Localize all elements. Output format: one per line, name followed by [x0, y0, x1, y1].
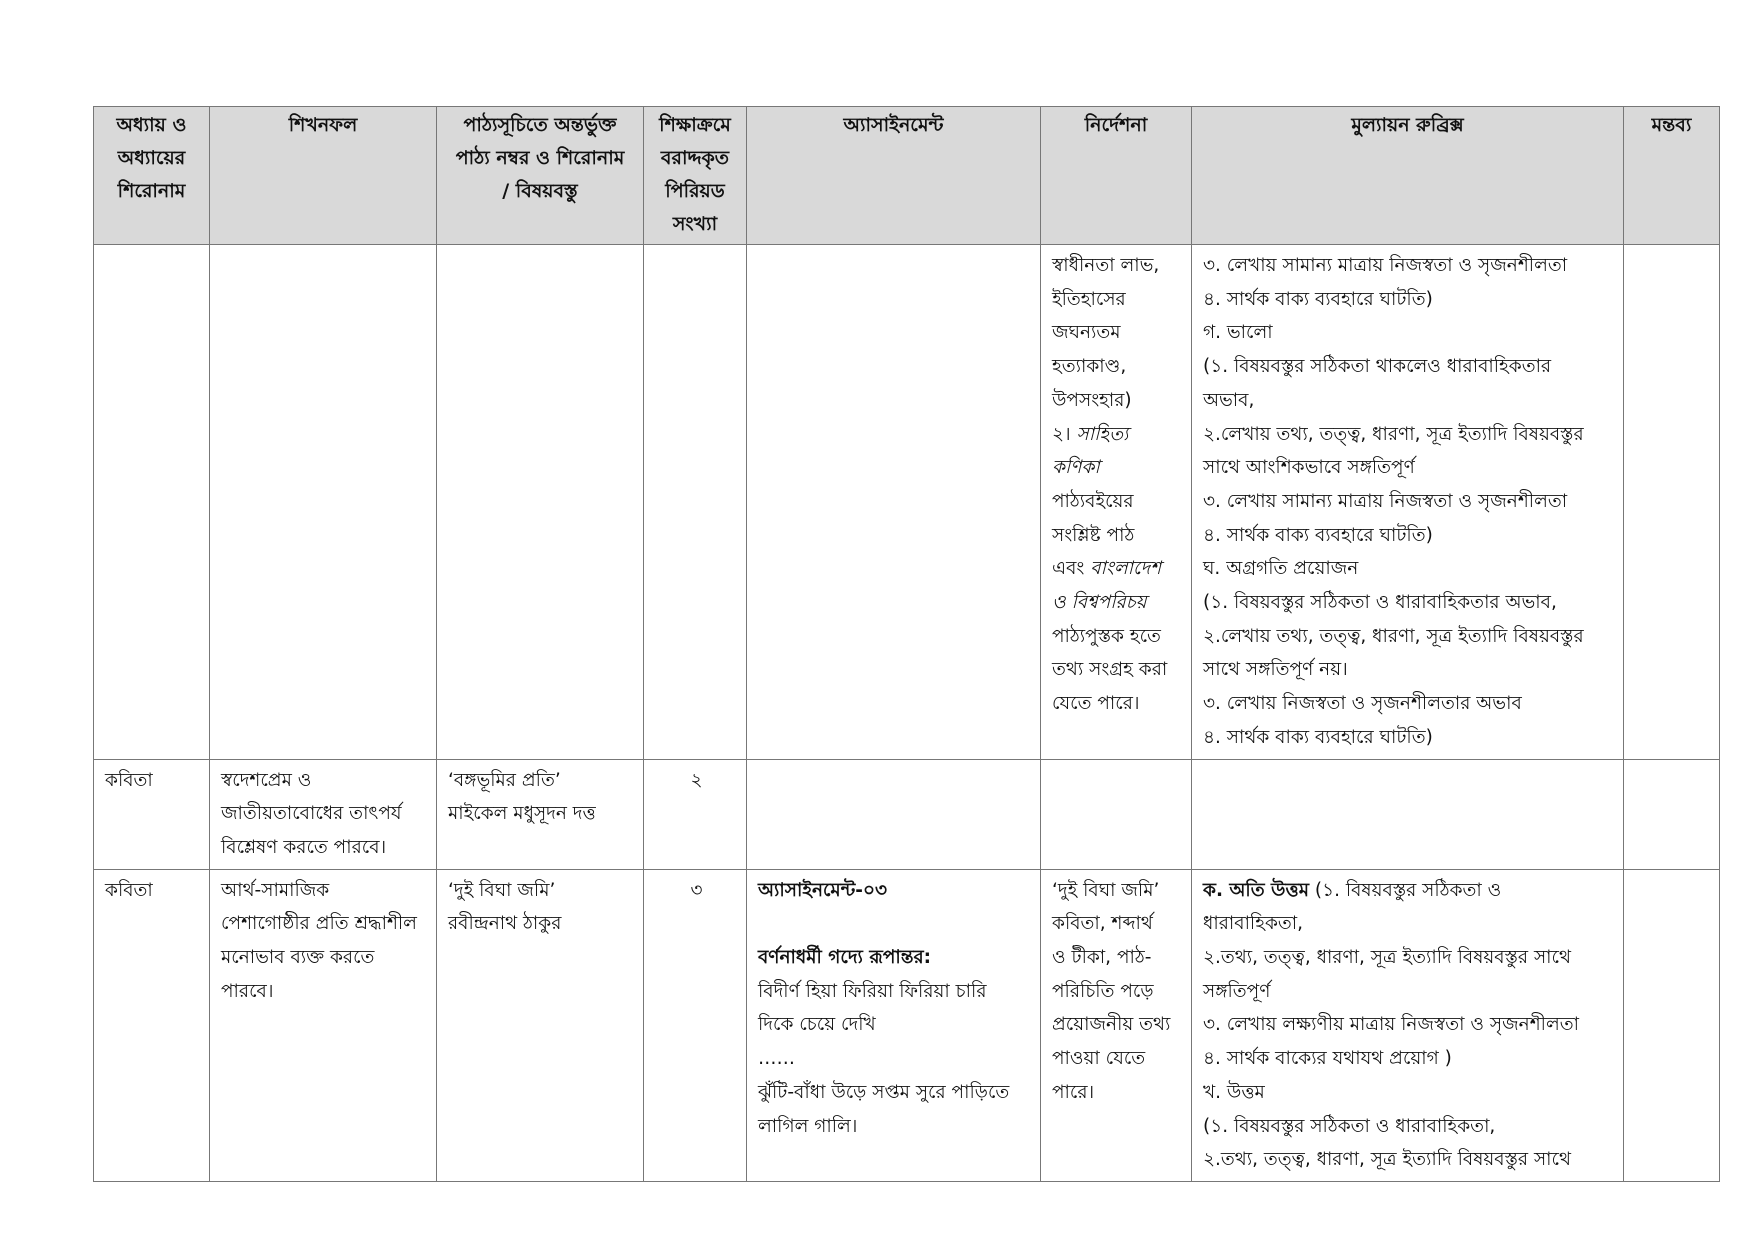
- text: ও টীকা, পাঠ-: [1052, 947, 1152, 969]
- text: ৩. লেখায় নিজস্বতা ও সৃজনশীলতার অভাব: [1203, 693, 1522, 715]
- cell-chapter: কবিতা: [94, 869, 210, 1181]
- cell-remarks: [1624, 245, 1720, 760]
- cell-periods: [644, 245, 747, 760]
- header-text-line: অধ্যায় ও: [116, 114, 187, 136]
- text: পারবে।: [221, 980, 274, 1002]
- bold-text: বর্ণনাধর্মী গদ্যে রূপান্তর:: [758, 947, 932, 969]
- text-line: [1052, 519, 1183, 553]
- text-line: [1203, 283, 1615, 317]
- text-line: [1052, 283, 1183, 317]
- header-learning-outcome: [210, 107, 437, 245]
- text-line: [758, 975, 1032, 1009]
- cell-chapter: [94, 245, 210, 760]
- text-line: [1203, 620, 1615, 654]
- header-rubric: [1192, 107, 1624, 245]
- text-line: [221, 941, 428, 975]
- text-line: [1203, 552, 1615, 586]
- text: ‘বঙ্গভূমির প্রতি’: [448, 769, 561, 791]
- text-line: [1052, 418, 1183, 452]
- italic-text: বাংলাদেশ: [1090, 558, 1162, 580]
- text-line: [758, 941, 1032, 975]
- text-line: [448, 907, 635, 941]
- text: ঘ. অগ্রগতি প্রয়োজন: [1203, 558, 1359, 580]
- text-line: [1052, 620, 1183, 654]
- text-line: [1203, 1008, 1615, 1042]
- text: জঘন্যতম: [1052, 322, 1121, 344]
- header-text-line: অধ্যায়ের: [117, 147, 186, 169]
- header-text-line: মন্তব্য: [1651, 114, 1692, 136]
- cell-lesson: [437, 869, 644, 1181]
- cell-outcome: [210, 869, 437, 1181]
- cell-rubric: [1192, 245, 1624, 760]
- text: স্বদেশপ্রেম ও: [221, 769, 312, 791]
- text: সঙ্গতিপূর্ণ: [1203, 980, 1271, 1002]
- text-line: [1052, 316, 1183, 350]
- text: স্বাধীনতা লাভ,: [1052, 255, 1160, 276]
- text-line: [758, 1110, 1032, 1144]
- text-line: [1052, 975, 1183, 1009]
- table-row: [94, 759, 1720, 869]
- text: ‘দুই বিঘা জমি’: [448, 879, 556, 901]
- text-line: [1203, 653, 1615, 687]
- italic-text: ও বিশ্বপরিচয়: [1052, 592, 1147, 614]
- text: (১. বিষয়বস্তুর সঠিকতা ও: [1308, 879, 1502, 901]
- text-line: [1203, 1042, 1615, 1076]
- text-line: [1052, 687, 1183, 721]
- lesson-plan-table: [93, 106, 1720, 1182]
- text: তথ্য সংগ্রহ করা: [1052, 659, 1168, 681]
- cell-guidance: [1041, 869, 1192, 1181]
- text-line: [221, 907, 428, 941]
- text-line: [1203, 874, 1615, 908]
- text-line: [1203, 249, 1615, 283]
- text-line: [1052, 249, 1183, 283]
- text: ‘দুই বিঘা জমি’: [1052, 879, 1160, 901]
- text: যেতে পারে।: [1052, 693, 1140, 715]
- text: কবিতা, শব্দার্থ: [1052, 913, 1153, 935]
- text: পেশাগোষ্ঠীর প্রতি শ্রদ্ধাশীল: [221, 913, 417, 935]
- text-line: [1052, 1076, 1183, 1110]
- text: ধারাবাহিকতা,: [1203, 913, 1304, 935]
- text: প্রয়োজনীয় তথ্য: [1052, 1014, 1171, 1036]
- text: বিদীর্ণ হিয়া ফিরিয়া ফিরিয়া চারি: [758, 980, 987, 1002]
- cell-outcome: [210, 759, 437, 869]
- cell-periods: ৩: [644, 869, 747, 1181]
- italic-text: সাহিত্য: [1076, 423, 1129, 445]
- text: ৩. লেখায় লক্ষ্যণীয় মাত্রায় নিজস্বতা ও সৃজনশীলতা: [1203, 1014, 1579, 1036]
- text: ……: [758, 1048, 795, 1070]
- text: মাইকেল মধুসূদন দত্ত: [448, 803, 596, 825]
- text: ৪. সার্থক বাক্য ব্যবহারে ঘাটতি): [1203, 726, 1433, 748]
- text-line: [758, 1008, 1032, 1042]
- text: পাঠ্যবইয়ের: [1052, 490, 1134, 512]
- text-line: [221, 831, 428, 865]
- text: জাতীয়তাবোধের তাৎপর্য: [221, 803, 402, 825]
- text-line: [1052, 350, 1183, 384]
- text: ৩. লেখায় সামান্য মাত্রায় নিজস্বতা ও সৃজনশীলতা: [1203, 490, 1568, 512]
- text-line: [1203, 485, 1615, 519]
- text-line: [1052, 586, 1183, 620]
- text: ইতিহাসের: [1052, 288, 1126, 310]
- text: দিকে চেয়ে দেখি: [758, 1014, 876, 1036]
- cell-outcome: [210, 245, 437, 760]
- text: ৩. লেখায় সামান্য মাত্রায় নিজস্বতা ও সৃজনশীলতা: [1203, 255, 1568, 276]
- header-text-line: সংখ্যা: [672, 213, 718, 235]
- cell-periods: ২: [644, 759, 747, 869]
- header-assignment: [747, 107, 1041, 245]
- text-line: [758, 1076, 1032, 1110]
- cell-remarks: [1624, 759, 1720, 869]
- bold-text: ক. অতি উত্তম: [1203, 879, 1309, 901]
- text-line: [1052, 451, 1183, 485]
- table-row: [94, 245, 1720, 760]
- text: সাথে আংশিকভাবে সঙ্গতিপূর্ণ: [1203, 457, 1415, 479]
- text-line: [1052, 653, 1183, 687]
- text-line: [1203, 687, 1615, 721]
- text: ৪. সার্থক বাক্য ব্যবহারে ঘাটতি): [1203, 288, 1433, 310]
- header-lesson-content: [437, 107, 644, 245]
- text-line: [1052, 552, 1183, 586]
- header-chapter: [94, 107, 210, 245]
- text-line: [1203, 907, 1615, 941]
- header-row: [94, 107, 1720, 245]
- header-guidance: [1041, 107, 1192, 245]
- text-line: [1052, 874, 1183, 908]
- text-line: [1203, 384, 1615, 418]
- header-periods: [644, 107, 747, 245]
- text: পাওয়া যেতে: [1052, 1048, 1146, 1070]
- text-line: [1203, 451, 1615, 485]
- text-line: [1052, 941, 1183, 975]
- text: ২।: [1052, 423, 1077, 445]
- text: আর্থ-সামাজিক: [221, 879, 330, 901]
- text: বিশ্লেষণ করতে পারবে।: [221, 836, 387, 858]
- cell-rubric: [1192, 759, 1624, 869]
- text-line: [1203, 519, 1615, 553]
- text-line: [1052, 485, 1183, 519]
- text-line: [448, 874, 635, 908]
- cell-assignment: [747, 245, 1041, 760]
- text: সাথে সঙ্গতিপূর্ণ নয়।: [1203, 659, 1348, 681]
- text: (১. বিষয়বস্তুর সঠিকতা ও ধারাবাহিকতা,: [1203, 1115, 1496, 1137]
- text-line: [1052, 907, 1183, 941]
- text: রবীন্দ্রনাথ ঠাকুর: [448, 913, 562, 935]
- text-line: [1203, 1076, 1615, 1110]
- text: ২.লেখায় তথ্য, তত্ত্ব, ধারণা, সূত্র ইত্যাদি বিষয়বস্তুর: [1203, 625, 1584, 647]
- bold-text: অ্যাসাইনমেন্ট-০৩: [758, 879, 887, 901]
- header-text-line: পিরিয়ড: [665, 180, 725, 202]
- cell-chapter: কবিতা: [94, 759, 210, 869]
- text: পারে।: [1052, 1081, 1095, 1103]
- header-text-line: শিক্ষাক্রমে: [659, 114, 731, 136]
- cell-lesson: [437, 759, 644, 869]
- text-line: [1203, 1143, 1615, 1177]
- cell-remarks: [1624, 869, 1720, 1181]
- text: খ. উত্তম: [1203, 1081, 1265, 1103]
- text-line: [758, 1042, 1032, 1076]
- header-text-line: নির্দেশনা: [1084, 114, 1148, 136]
- text: সংশ্লিষ্ট পাঠ: [1052, 524, 1135, 546]
- text-line: [448, 797, 635, 831]
- text-line: [221, 874, 428, 908]
- cell-guidance: [1041, 759, 1192, 869]
- text: ২.তথ্য, তত্ত্ব, ধারণা, সূত্র ইত্যাদি বিষয়বস্তুর সাথে: [1203, 947, 1571, 969]
- text-line: [1203, 418, 1615, 452]
- text-line: [221, 975, 428, 1009]
- header-text-line: পাঠ্য নম্বর ও শিরোনাম: [455, 147, 625, 169]
- text-line: [1203, 316, 1615, 350]
- table-row: [94, 869, 1720, 1181]
- text: লাগিল গালি।: [758, 1115, 858, 1137]
- cell-guidance: [1041, 245, 1192, 760]
- text-line: [1203, 586, 1615, 620]
- text: ৪. সার্থক বাক্যের যথাযথ প্রয়োগ ): [1203, 1048, 1452, 1070]
- text-line: [1052, 384, 1183, 418]
- header-text-line: শিখনফল: [288, 114, 358, 136]
- text-line: [1203, 975, 1615, 1009]
- cell-lesson: [437, 245, 644, 760]
- text: পরিচিতি পড়ে: [1052, 980, 1154, 1002]
- text-line: [758, 874, 1032, 908]
- text-line: [1052, 1008, 1183, 1042]
- text: গ. ভালো: [1203, 322, 1273, 344]
- header-text-line: শিরোনাম: [117, 180, 186, 202]
- text: অভাব,: [1203, 389, 1255, 411]
- text-line: [1052, 1042, 1183, 1076]
- text: উপসংহার): [1052, 389, 1132, 411]
- header-text-line: বরাদ্দকৃত: [660, 147, 730, 169]
- header-text-line: / বিষয়বস্তু: [502, 180, 578, 202]
- header-remarks: [1624, 107, 1720, 245]
- text: মনোভাব ব্যক্ত করতে: [221, 947, 375, 969]
- text-line: [1203, 350, 1615, 384]
- text: ২.লেখায় তথ্য, তত্ত্ব, ধারণা, সূত্র ইত্যাদি বিষয়বস্তুর: [1203, 423, 1584, 445]
- text: ২.তথ্য, তত্ত্ব, ধারণা, সূত্র ইত্যাদি বিষয়বস্তুর সাথে: [1203, 1149, 1571, 1171]
- text: (১. বিষয়বস্তুর সঠিকতা থাকলেও ধারাবাহিকতার: [1203, 356, 1552, 378]
- italic-text: কণিকা: [1052, 457, 1100, 479]
- text-line: [448, 764, 635, 798]
- text: (১. বিষয়বস্তুর সঠিকতা ও ধারাবাহিকতার অভাব,: [1203, 592, 1557, 614]
- cell-rubric: [1192, 869, 1624, 1181]
- text: এবং: [1052, 558, 1091, 580]
- header-text-line: অ্যাসাইনমেন্ট: [843, 114, 944, 136]
- text: ঝুঁটি-বাঁধা উড়ে সপ্তম সুরে পাড়িতে: [758, 1081, 1010, 1103]
- cell-assignment: [747, 869, 1041, 1181]
- text-line: [221, 797, 428, 831]
- text-line: [221, 764, 428, 798]
- text-line: [1203, 1110, 1615, 1144]
- text-line: [1203, 941, 1615, 975]
- text: হত্যাকাণ্ড,: [1052, 356, 1127, 378]
- blank-line: [758, 907, 1032, 941]
- text: পাঠ্যপুস্তক হতে: [1052, 625, 1161, 647]
- header-text-line: পাঠ্যসূচিতে অন্তর্ভুক্ত: [463, 114, 617, 136]
- header-text-line: মুল্যায়ন রুব্রিক্স: [1351, 114, 1464, 136]
- cell-assignment: [747, 759, 1041, 869]
- text: ৪. সার্থক বাক্য ব্যবহারে ঘাটতি): [1203, 524, 1433, 546]
- text-line: [1203, 721, 1615, 755]
